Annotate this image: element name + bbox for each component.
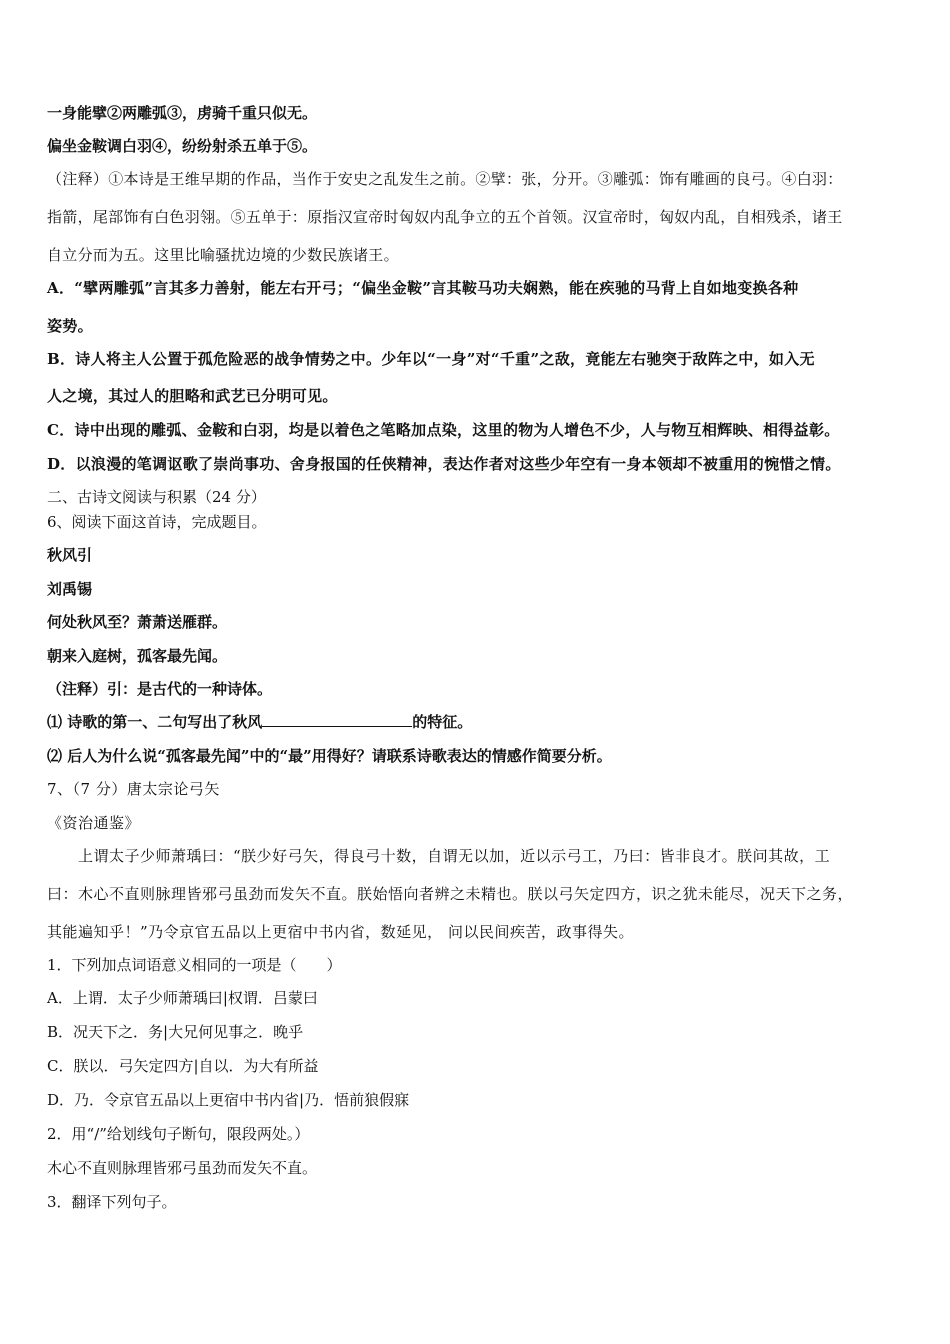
q7-sub3: 3．翻译下列句子。 <box>47 1193 177 1211</box>
option-c: C．诗中出现的雕弧、金鞍和白羽，均是以着色之笔略加点染，这里的物为人增色不少，人与物互相辉映、相得益彰。 <box>47 421 840 439</box>
answer-blank[interactable] <box>262 712 412 727</box>
q7-title: 7、（7 分）唐太宗论弓矢 <box>47 780 220 798</box>
q7-sub2: 2．用“/”给划线句子断句，限段两处。） <box>47 1125 310 1143</box>
q7-source: 《资治通鉴》 <box>47 814 141 832</box>
option-d: D．以浪漫的笔调讴歌了崇尚事功、舍身报国的任侠精神，表达作者对这些少年空有一身本领却不被重用的惋惜之情。 <box>47 455 841 473</box>
poem1-line2: 偏坐金鞍调白羽④，纷纷射杀五单于⑤。 <box>47 137 318 155</box>
q7-sub1-option-b: B．况天下之．务|大兄何见事之．晚乎 <box>47 1023 304 1041</box>
poem1-line1: 一身能擘②两雕弧③，虏骑千重只似无。 <box>47 104 318 122</box>
note1-line3: 自立分而为五。这里比喻骚扰边境的少数民族诸王。 <box>47 246 399 264</box>
q6-poem-title: 秋风引 <box>47 546 93 564</box>
q7-sub1-option-d: D．乃．令京官五品以上更宿中书内省|乃．悟前狼假寐 <box>47 1091 410 1109</box>
q6-sub1-before: ⑴ 诗歌的第一、二句写出了秋风 <box>47 713 263 731</box>
q6-note: （注释）引：是古代的一种诗体。 <box>47 680 273 698</box>
q7-passage-line3: 其能遍知乎！”乃令京官五品以上更宿中书内省，数延见， 问以民间疾苦，政事得失。 <box>47 923 634 941</box>
q7-sub1: 1．下列加点词语意义相同的一项是（ ） <box>47 956 342 974</box>
option-b-line1: B．诗人将主人公置于孤危险恶的战争情势之中。少年以“一身”对“千重”之敌，竟能左右驰突于敌阵之中，如入无 <box>47 350 815 368</box>
q6-poem-line2: 朝来入庭树，孤客最先闻。 <box>47 647 228 665</box>
q6-prompt: 6、阅读下面这首诗，完成题目。 <box>47 513 267 531</box>
q6-author: 刘禹锡 <box>47 580 93 598</box>
section2-title: 二、古诗文阅读与积累（24 分） <box>47 488 266 506</box>
q7-passage-line1: 上谓太子少师萧瑀曰：“朕少好弓矢，得良弓十数，自谓无以加，近以示弓工，乃曰：皆非良才。朕问其故，工 <box>47 847 831 865</box>
q6-sub1-after: 的特征。 <box>412 713 473 731</box>
q7-passage-line2: 曰：木心不直则脉理皆邪弓虽劲而发矢不直。朕始悟向者辨之未精也。朕以弓矢定四方，识之犹未能尽，况天下之务， <box>47 885 854 903</box>
note1-line1: （注释）①本诗是王维早期的作品，当作于安史之乱发生之前。②擘：张，分开。③雕弧：饰有雕画的良弓。④白羽： <box>47 170 843 188</box>
option-a-line1: A．“擘两雕弧”言其多力善射，能左右开弓；“偏坐金鞍”言其鞍马功夫娴熟，能在疾驰的马背上自如地变换各种 <box>47 279 799 297</box>
q7-sub2-sentence: 木心不直则脉理皆邪弓虽劲而发矢不直。 <box>47 1159 318 1177</box>
q6-sub2: ⑵ 后人为什么说“孤客最先闻”中的“最”用得好？请联系诗歌表达的情感作简要分析。 <box>47 747 612 765</box>
q6-sub1 <box>47 712 909 732</box>
note1-line2: 指箭，尾部饰有白色羽翎。⑤五单于：原指汉宣帝时匈奴内乱争立的五个首领。汉宣帝时，匈奴内乱，自相残杀，诸王 <box>47 208 843 226</box>
q6-poem-line1: 何处秋风至？萧萧送雁群。 <box>47 613 228 631</box>
option-b-line2: 人之境，其过人的胆略和武艺已分明可见。 <box>47 387 338 405</box>
q7-sub1-option-a: A．上谓．太子少师萧瑀曰|权谓．吕蒙曰 <box>47 989 318 1007</box>
option-a-line2: 姿势。 <box>47 317 93 335</box>
q7-sub1-option-c: C．朕以．弓矢定四方|自以．为大有所益 <box>47 1057 319 1075</box>
